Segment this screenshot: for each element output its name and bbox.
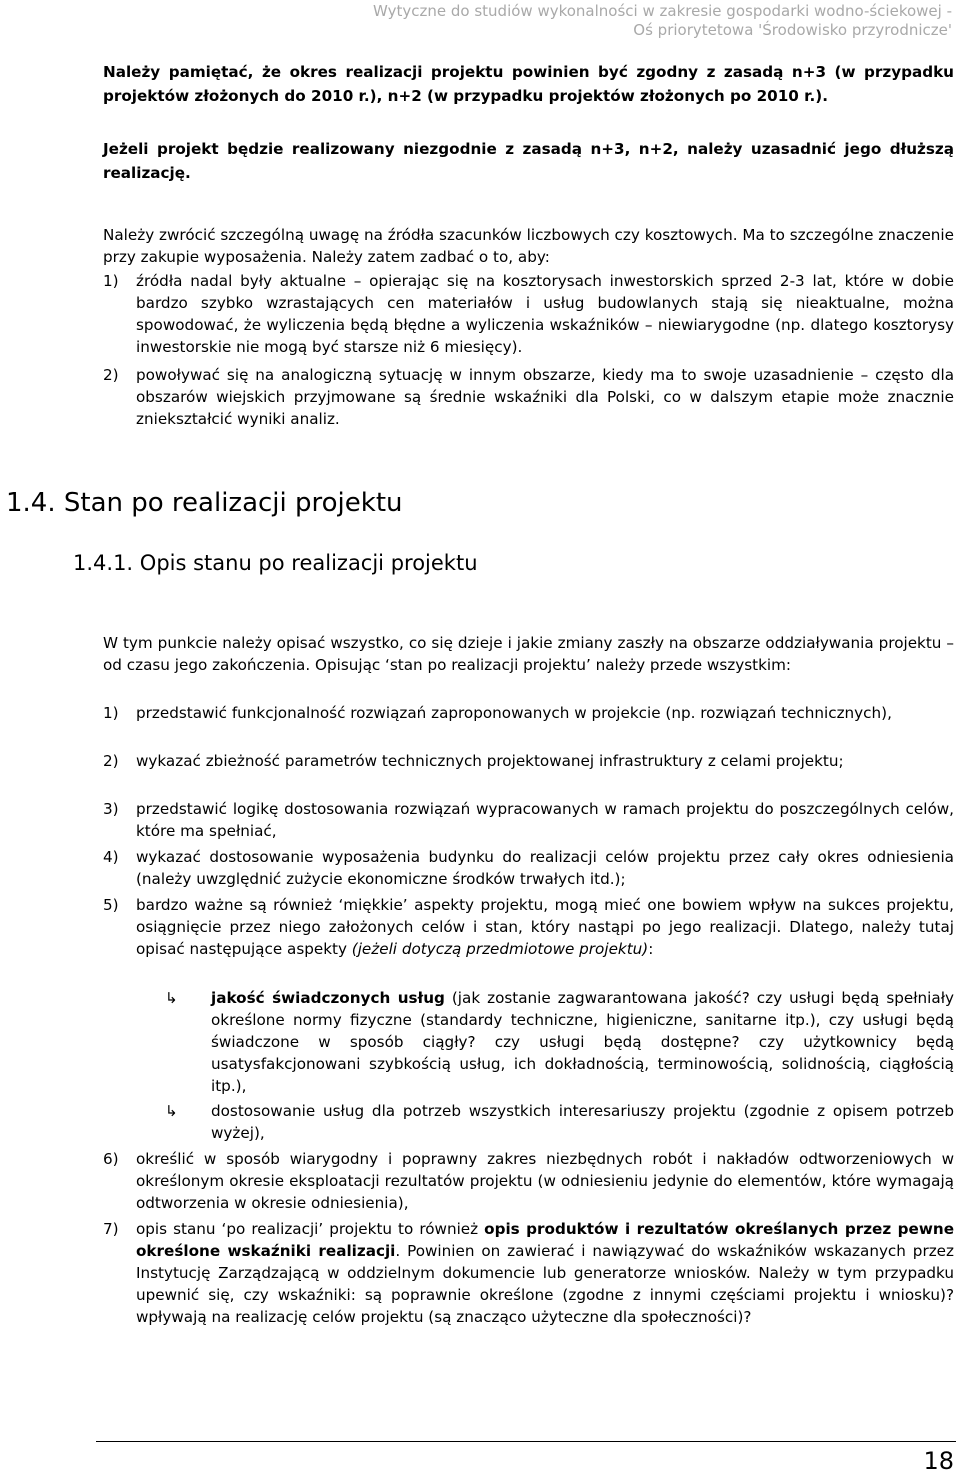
list-text: określić w sposób wiarygodny i poprawny zakres niezbędnych robót i nakładów odtworzeniowych w określonym okresie eksploatacji rezultatów projektu (w odniesieniu jedynie do elementów, które wymagają odtworzenia w okresie odniesienia), [136, 1150, 954, 1212]
arrow-icon: ↳ [165, 1102, 178, 1120]
list-text-part: opis stanu ‘po realizacji’ projektu to również [136, 1220, 485, 1238]
list-text: przedstawić logikę dostosowania rozwiązań wypracowanych w ramach projektu do poszczególnych celów, które ma spełniać, [136, 800, 954, 840]
footer-divider [96, 1441, 956, 1442]
list-text: wykazać zbieżność parametrów technicznych projektowanej infrastruktury z celami projektu; [136, 752, 844, 770]
list-item [103, 1218, 954, 1328]
list-item [103, 894, 954, 960]
list-text-italic: (jeżeli dotyczą przedmiotowe projektu) [351, 940, 649, 958]
list-item [103, 702, 954, 724]
running-header [312, 2, 952, 40]
sub-list-item [165, 987, 954, 1097]
list-text [136, 1218, 954, 1328]
sub-list-rest: (jak zostanie zagwarantowana jakość? czy usługi będą spełniały określone normy fizyczne (standardy techniczne, higieniczne, sanitarne itp.), czy usługi będą świadczone w sposób ciągły? czy usługi będą dostępne? czy użytkownicy będą usatysfakcjonowani szybkością usług, ich dokładnością, terminowością, solidnością, ciągłością itp.), [211, 989, 955, 1095]
list-number: 4) [103, 848, 119, 866]
sub-list-text [211, 987, 954, 1097]
list-text: powoływać się na analogiczną sytuację w innym obszarze, kiedy ma to swoje uzasadnienie – często dla obszarów wiejskich przyjmowane są średnie wskaźniki dla Polski, co w dalszym etapie może znacznie zniekształcić wyniki analiz. [136, 366, 954, 428]
list-item [103, 750, 954, 772]
subsection-heading: 1.4.1. Opis stanu po realizacji projektu [73, 551, 478, 575]
list-item [103, 798, 954, 842]
list-number: 1) [103, 704, 119, 722]
intro-paragraph: Należy zwrócić szczególną uwagę na źródła szacunków liczbowych czy kosztowych. Ma to szczególne znaczenie przy zakupie wyposażenia. Należy zatem zadbać o to, aby: [103, 226, 954, 266]
list-text: przedstawić funkcjonalność rozwiązań zaproponowanych w projekcie (np. rozwiązań technicznych), [136, 704, 892, 722]
list-number: 1) [103, 272, 119, 290]
list-text-part: . Powinien on zawierać i nawiązywać do wskaźników wskazanych przez Instytucję Zarządzającą w oddzielnym dokumencie lub generatorze wniosków. Należy w tym przypadku upewnić się, czy wskaźniki: są poprawnie określone (zgodne z innymi częściami projektu i wniosku)? wpływają na realizację celów projektu (są znacząco użyteczne dla społeczności)? [136, 1242, 954, 1326]
list-text-part: bardzo ważne są również ‘miękkie’ aspekty projektu, mogą mieć one bowiem wpływ na sukces projektu, osiągnięcie przez niego założonych celów i stan, który nastąpi po jego realizacji. Dlatego, należy tutaj opisać następujące aspekty [136, 896, 954, 958]
list-text-part: : [648, 940, 654, 958]
list-number: 2) [103, 366, 119, 384]
sub-list-bold: jakość świadczonych usług [211, 989, 445, 1007]
list-number: 5) [103, 896, 119, 914]
note-justify: Jeżeli projekt będzie realizowany niezgodnie z zasadą n+3, n+2, należy uzasadnić jego dłuższą realizację. [103, 140, 954, 182]
list-text [136, 894, 954, 960]
list-item [103, 846, 954, 890]
sub-list-item [165, 1100, 954, 1144]
list-item [103, 270, 954, 358]
header-line-1: Wytyczne do studiów wykonalności w zakresie gospodarki wodno-ściekowej - [373, 2, 952, 20]
section-heading: 1.4. Stan po realizacji projektu [6, 488, 403, 518]
list-number: 6) [103, 1150, 119, 1168]
list-item [103, 1148, 954, 1214]
list-number: 3) [103, 800, 119, 818]
list-text: wykazać dostosowanie wyposażenia budynku do realizacji celów projektu przez cały okres odniesienia (należy uwzględnić zużycie ekonomiczne środków trwałych itd.); [136, 848, 954, 888]
list-item [103, 364, 954, 430]
list-text: źródła nadal były aktualne – opierając się na kosztorysach inwestorskich sprzed 2-3 lat, które w dobie bardzo szybko wzrastających cen materiałów i usług budowlanych stają się nieaktualne, można spowodować, że wyliczenia będą błędne a wyliczenia wskaźników – niewiarygodne (np. dlatego kosztorysy inwestorskie nie mogą być starsze niż 6 miesięcy). [136, 272, 954, 356]
section-intro-paragraph: W tym punkcie należy opisać wszystko, co się dzieje i jakie zmiany zaszły na obszarze oddziaływania projektu – od czasu jego zakończenia. Opisując ‘stan po realizacji projektu’ należy przede wszystkim: [103, 634, 954, 674]
header-line-2: Oś priorytetowa 'Środowisko przyrodnicze' [633, 21, 952, 39]
sub-list-text: dostosowanie usług dla potrzeb wszystkich interesariuszy projektu (zgodnie z opisem potrzeb wyżej), [211, 1102, 954, 1142]
list-number: 7) [103, 1220, 119, 1238]
page-number: 18 [923, 1447, 954, 1475]
list-number: 2) [103, 752, 119, 770]
note-n-rule: Należy pamiętać, że okres realizacji projektu powinien być zgodny z zasadą n+3 (w przypadku projektów złożonych do 2010 r.), n+2 (w przypadku projektów złożonych po 2010 r.). [103, 63, 954, 105]
arrow-icon: ↳ [165, 989, 178, 1007]
list-text-bold: opis produktów i rezultatów określanych przez pewne określone wskaźniki realizacji [136, 1220, 954, 1260]
